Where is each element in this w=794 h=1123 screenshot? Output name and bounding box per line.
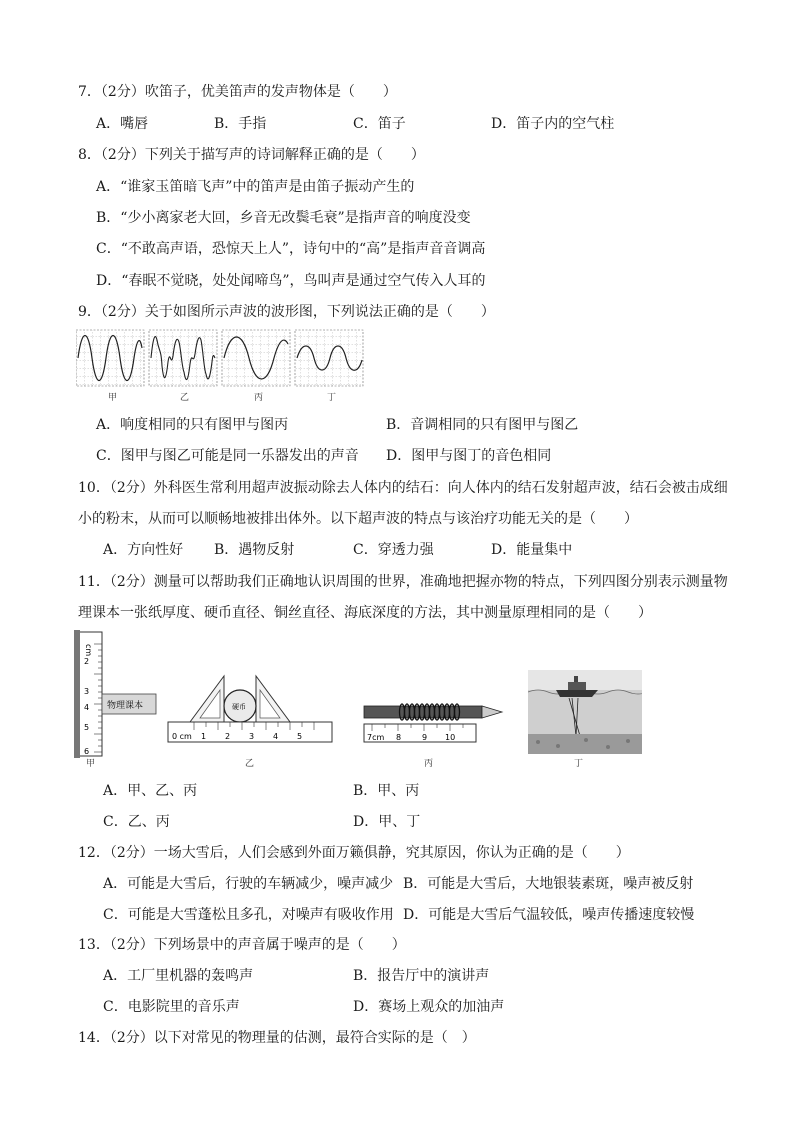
coin-label: 硬币 bbox=[232, 703, 246, 711]
q11-figure-yi bbox=[166, 674, 334, 746]
q11-label-yi: 乙 bbox=[245, 759, 255, 769]
ruler-bing-tick-8: 8 bbox=[396, 733, 402, 742]
q9-label-ding: 丁 bbox=[327, 393, 337, 403]
q9-option-b: B．音调相同的只有图甲与图乙 bbox=[386, 417, 579, 433]
q9-label-yi: 乙 bbox=[180, 393, 190, 403]
q13-option-b: B．报告厅中的演讲声 bbox=[353, 968, 490, 984]
ruler-jia-tick-2: 2 bbox=[84, 657, 90, 666]
q11-option-a: A．甲、乙、丙 bbox=[103, 783, 198, 799]
q8-option-b: B．“少小离家老大回，乡音无改鬓毛衰”是指声音的响度没变 bbox=[96, 210, 471, 226]
q11-stem-line1: 11．（2分）测量可以帮助我们正确地认识周围的世界，准确地把握亦物的特点，下列四图分别表示测量物 bbox=[78, 574, 728, 590]
q9-stem: 9．（2分）关于如图所示声波的波形图，下列说法正确的是（ ） bbox=[78, 304, 495, 320]
ruler-yi-tick-2: 2 bbox=[225, 732, 231, 741]
q12-option-d: D．可能是大雪后气温较低，噪声传播速度较慢 bbox=[403, 907, 695, 923]
q10-stem-line1: 10．（2分）外科医生常利用超声波振动除去人体内的结石：向人体内的结石发射超声波，结石会被击成细 bbox=[78, 480, 728, 496]
q11-figure-bing bbox=[362, 694, 512, 746]
q12-option-c: C．可能是大雪蓬松且多孔，对噪声有吸收作用 bbox=[103, 907, 394, 923]
ruler-yi-tick-0: 0 cm bbox=[172, 732, 192, 741]
q9-label-jia: 甲 bbox=[108, 393, 118, 403]
q13-option-c: C．电影院里的音乐声 bbox=[103, 999, 240, 1015]
ruler-yi-tick-3: 3 bbox=[249, 732, 255, 741]
q7-option-d: D．笛子内的空气柱 bbox=[491, 116, 615, 132]
q7-option-b: B．手指 bbox=[214, 116, 267, 132]
ruler-yi-tick-4: 4 bbox=[273, 732, 279, 741]
waveform-jia bbox=[76, 330, 144, 386]
book-label: 物理课本 bbox=[107, 701, 144, 711]
q7-stem: 7．（2分）吹笛子，优美笛声的发声物体是（ ） bbox=[78, 84, 397, 100]
q13-stem: 13．（2分）下列场景中的声音属于噪声的是（ ） bbox=[78, 937, 406, 953]
q10-option-c: C．穿透力强 bbox=[353, 542, 434, 558]
waveform-yi bbox=[149, 330, 217, 386]
ruler-jia-tick-5: 5 bbox=[84, 723, 90, 732]
q11-option-c: C．乙、丙 bbox=[103, 814, 170, 830]
q14-stem: 14．（2分）以下对常见的物理量的估测，最符合实际的是（ ） bbox=[78, 1030, 476, 1046]
ruler-jia-tick-4: 4 bbox=[84, 703, 90, 712]
ruler-yi-tick-1: 1 bbox=[201, 732, 207, 741]
q12-option-a: A．可能是大雪后，行驶的车辆减少，噪声减少 bbox=[103, 876, 394, 892]
ruler-jia-tick-6: 6 bbox=[84, 747, 90, 756]
q10-option-b: B．遇物反射 bbox=[214, 542, 295, 558]
ruler-bing-tick-9: 9 bbox=[422, 733, 428, 742]
q11-stem-line2: 理课本一张纸厚度、硬币直径、铜丝直径、海底深度的方法，其中测量原理相同的是（ ） bbox=[78, 605, 652, 621]
q8-option-c: C．“不敢高声语，恐惊天上人”，诗句中的“高”是指声音音调高 bbox=[96, 241, 486, 257]
q11-label-jia: 甲 bbox=[86, 759, 96, 769]
q11-figure-ding bbox=[528, 670, 642, 754]
q10-stem-line2: 小的粉末，从而可以顺畅地被排出体外。以下超声波的特点与该治疗功能无关的是（ ） bbox=[78, 511, 638, 527]
q9-option-c: C．图甲与图乙可能是同一乐器发出的声音 bbox=[96, 448, 359, 464]
ruler-yi-tick-5: 5 bbox=[297, 732, 303, 741]
q13-option-d: D．赛场上观众的加油声 bbox=[353, 999, 505, 1015]
q11-option-d: D．甲、丁 bbox=[353, 814, 421, 830]
q10-option-a: A．方向性好 bbox=[103, 542, 184, 558]
q7-option-c: C．笛子 bbox=[353, 116, 406, 132]
ruler-jia-unit: cm bbox=[84, 644, 93, 657]
ruler-bing-tick-10: 10 bbox=[445, 733, 456, 742]
q11-figure-jia bbox=[72, 630, 158, 760]
ruler-bing-tick-7: 7cm bbox=[367, 733, 385, 742]
waveform-ding bbox=[295, 330, 363, 386]
q9-option-a: A．响度相同的只有图甲与图丙 bbox=[96, 417, 289, 433]
q8-option-a: A．“谁家玉笛暗飞声”中的笛声是由笛子振动产生的 bbox=[96, 179, 415, 195]
q10-option-d: D．能量集中 bbox=[491, 542, 573, 558]
q9-option-d: D．图甲与图丁的音色相同 bbox=[386, 448, 552, 464]
q9-waveform-figure bbox=[76, 328, 366, 402]
q13-option-a: A．工厂里机器的轰鸣声 bbox=[103, 968, 254, 984]
waveform-bing bbox=[222, 330, 290, 386]
ruler-jia-tick-3: 3 bbox=[84, 687, 90, 696]
q11-label-bing: 丙 bbox=[424, 759, 434, 769]
q12-stem: 12．（2分）一场大雪后，人们会感到外面万籁俱静，究其原因，你认为正确的是（ ） bbox=[78, 845, 630, 861]
q7-option-a: A．嘴唇 bbox=[96, 116, 149, 132]
q11-option-b: B．甲、丙 bbox=[353, 783, 420, 799]
q9-label-bing: 丙 bbox=[254, 393, 264, 403]
q12-option-b: B．可能是大雪后，大地银装素斑，噪声被反射 bbox=[403, 876, 694, 892]
q8-stem: 8．（2分）下列关于描写声的诗词解释正确的是（ ） bbox=[78, 147, 425, 163]
q11-label-ding: 丁 bbox=[574, 759, 584, 769]
q8-option-d: D．“春眠不觉晓，处处闻啼鸟”，鸟叫声是通过空气传入人耳的 bbox=[96, 273, 486, 289]
